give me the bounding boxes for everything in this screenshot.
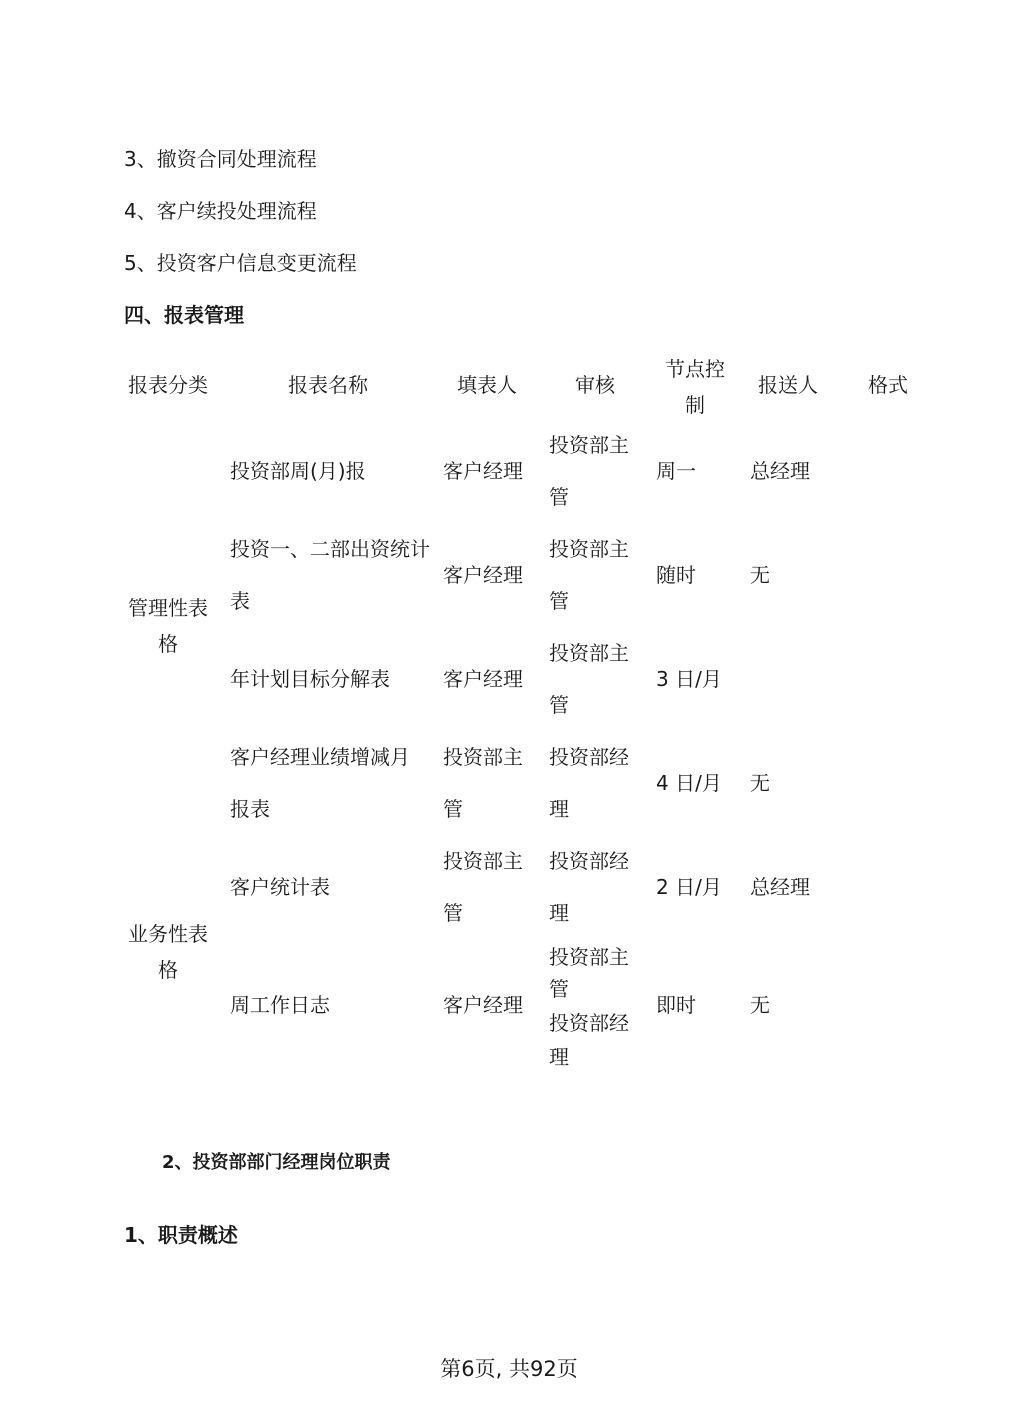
row-filler: 管 <box>443 901 463 925</box>
row-recipient: 无 <box>750 993 770 1017</box>
row-recipient: 无 <box>750 771 770 795</box>
row-reviewer: 理 <box>549 1045 569 1069</box>
row-name: 表 <box>230 589 250 613</box>
row-reviewer: 管 <box>549 589 569 613</box>
row-node: 周一 <box>656 459 696 483</box>
row-recipient: 总经理 <box>750 459 810 483</box>
row-reviewer: 理 <box>549 797 569 821</box>
row-filler: 客户经理 <box>443 993 523 1017</box>
row-reviewer: 理 <box>549 901 569 925</box>
row-recipient: 无 <box>750 563 770 587</box>
header-category: 报表分类 <box>128 373 208 397</box>
category-line: 格 <box>158 958 178 982</box>
row-name: 年计划目标分解表 <box>230 667 390 691</box>
row-filler: 客户经理 <box>443 459 523 483</box>
row-node: 2 日/月 <box>656 875 722 899</box>
category-cell <box>124 590 212 662</box>
row-node: 即时 <box>656 993 696 1017</box>
row-reviewer: 管 <box>549 485 569 509</box>
row-filler: 管 <box>443 797 463 821</box>
category-cell <box>124 916 212 988</box>
list-item: 3、撤资合同处理流程 <box>124 147 317 171</box>
row-reviewer: 投资部经 <box>549 1011 629 1035</box>
category-line: 格 <box>158 632 178 656</box>
header-node <box>660 351 730 423</box>
subheading: 2、投资部部门经理岗位职责 <box>162 1152 391 1173</box>
row-name: 报表 <box>230 797 270 821</box>
row-reviewer: 管 <box>549 977 569 1001</box>
row-reviewer: 投资部经 <box>549 849 629 873</box>
row-filler: 客户经理 <box>443 667 523 691</box>
row-reviewer: 投资部主 <box>549 537 629 561</box>
header-node-line: 制 <box>685 393 705 417</box>
header-format: 格式 <box>868 373 908 397</box>
header-filler: 填表人 <box>457 373 517 397</box>
category-line: 管理性表 <box>128 596 208 620</box>
page-footer: 第6页, 共92页 <box>440 1357 578 1381</box>
row-node: 随时 <box>656 563 696 587</box>
row-reviewer: 投资部主 <box>549 945 629 969</box>
row-filler: 客户经理 <box>443 563 523 587</box>
row-reviewer: 投资部主 <box>549 433 629 457</box>
header-recipient: 报送人 <box>758 373 818 397</box>
header-name: 报表名称 <box>288 373 368 397</box>
row-name: 客户统计表 <box>230 875 330 899</box>
row-name: 投资部周(月)报 <box>230 459 366 483</box>
section-title: 四、报表管理 <box>124 303 244 327</box>
row-reviewer: 管 <box>549 693 569 717</box>
header-node-line: 节点控 <box>665 357 725 381</box>
subsection-title: 1、职责概述 <box>124 1223 238 1247</box>
row-filler: 投资部主 <box>443 745 523 769</box>
list-item: 5、投资客户信息变更流程 <box>124 251 357 275</box>
category-line: 业务性表 <box>128 922 208 946</box>
row-filler: 投资部主 <box>443 849 523 873</box>
row-node: 4 日/月 <box>656 771 722 795</box>
row-reviewer: 投资部主 <box>549 641 629 665</box>
list-item: 4、客户续投处理流程 <box>124 199 317 223</box>
row-name: 周工作日志 <box>230 993 330 1017</box>
row-node: 3 日/月 <box>656 667 722 691</box>
row-recipient: 总经理 <box>750 875 810 899</box>
row-reviewer: 投资部经 <box>549 745 629 769</box>
row-name: 客户经理业绩增减月 <box>230 745 410 769</box>
header-reviewer: 审核 <box>575 373 615 397</box>
row-name: 投资一、二部出资统计 <box>230 537 430 561</box>
